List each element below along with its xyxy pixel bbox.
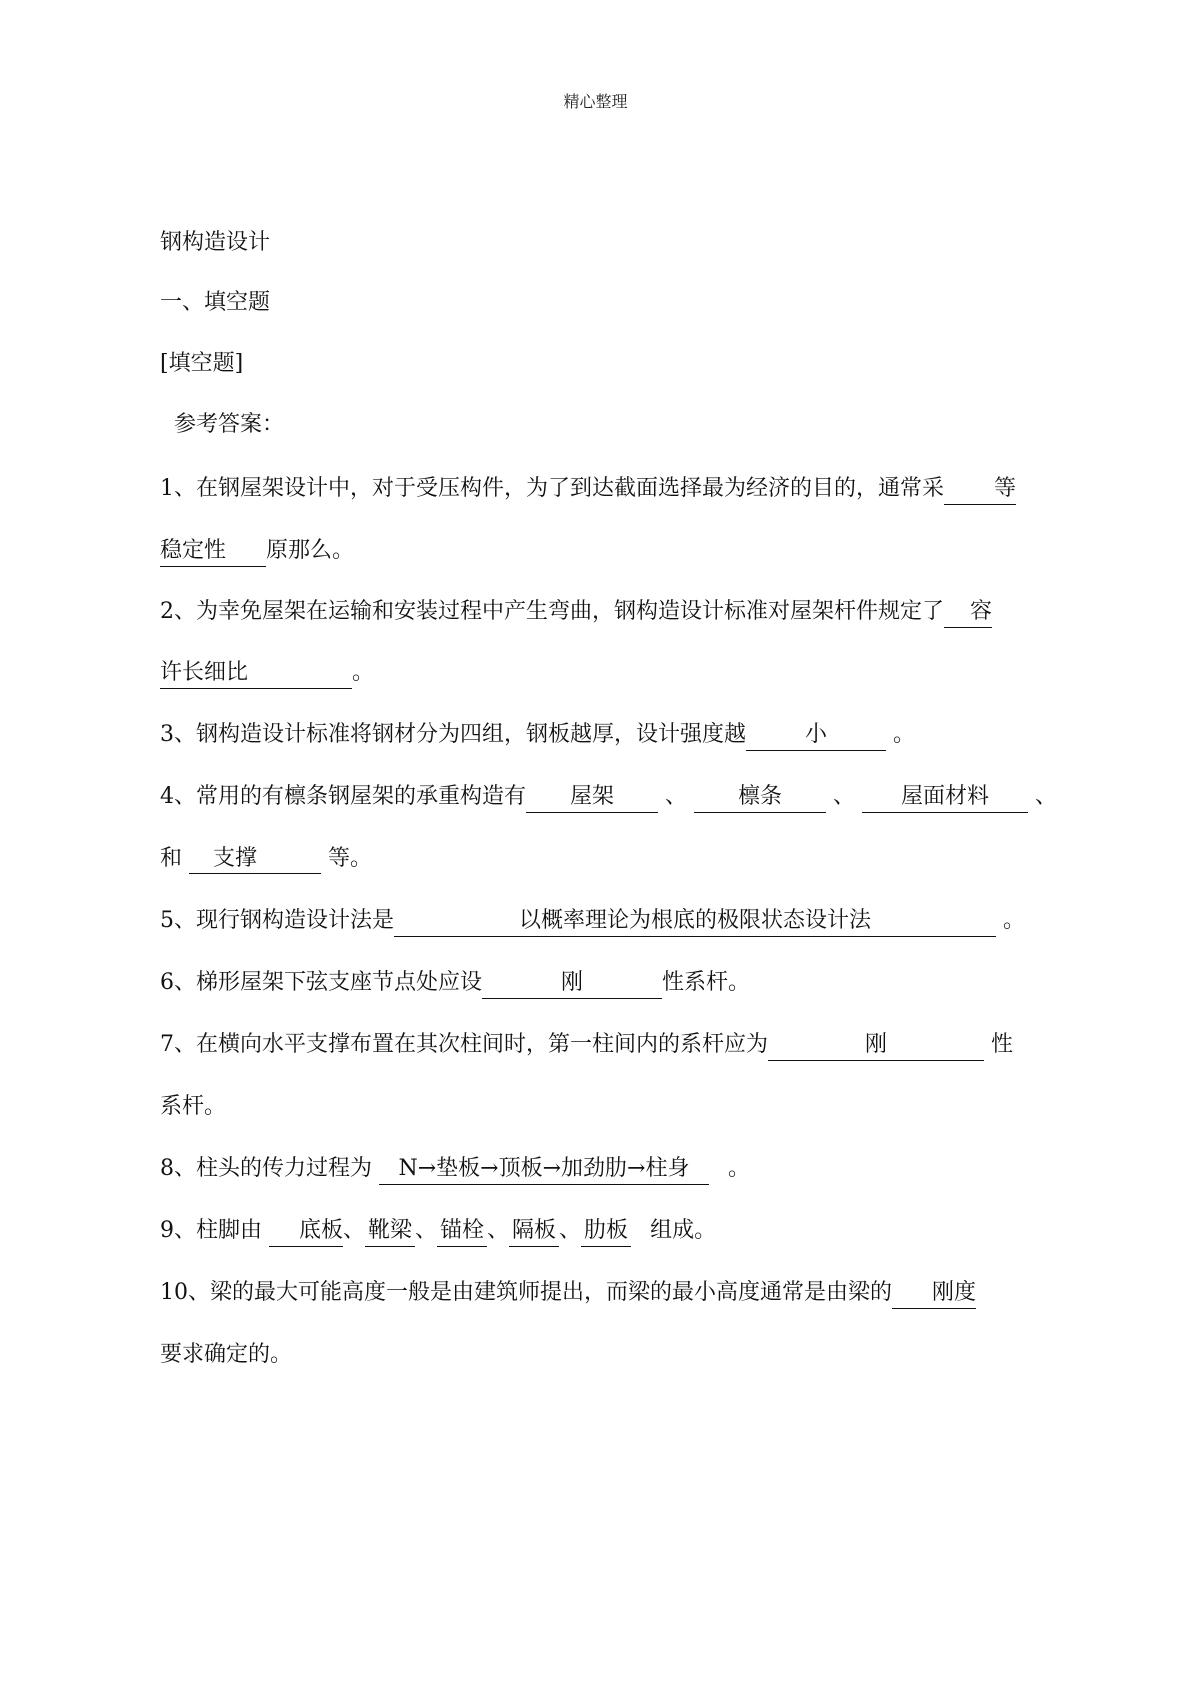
q10-line2: 要求确定的。	[160, 1342, 293, 1367]
q9-sep-3: 、	[487, 1218, 510, 1243]
q9-line	[160, 1216, 716, 1247]
q8-blank: N→垫板→顶板→加劲肋→柱身	[379, 1154, 709, 1185]
q3-tail: 。	[893, 722, 916, 747]
q7-line2: 系杆。	[160, 1094, 227, 1119]
q8-line	[160, 1154, 750, 1185]
section-heading: 一、填空题	[160, 290, 271, 315]
q4-blank-1: 屋架	[526, 782, 658, 813]
q3-text: 3、钢构造设计标准将钢材分为四组，钢板越厚，设计强度越	[160, 722, 746, 747]
q2-line2	[160, 658, 374, 689]
q1-blank-1: 等	[944, 474, 1016, 505]
q10-blank: 刚度	[892, 1278, 976, 1309]
q2-text: 2、为幸免屋架在运输和安装过程中产生弯曲，钢构造设计标准对屋架杆件规定了	[160, 599, 944, 624]
q5-tail: 。	[1003, 908, 1026, 933]
q9-blank-4: 隔板	[509, 1216, 559, 1247]
q9-blank-2: 靴梁	[365, 1216, 415, 1247]
q2-line1	[160, 597, 992, 628]
q4-text: 4、常用的有檩条钢屋架的承重构造有	[160, 784, 526, 809]
q4-sep-2: 、	[833, 784, 856, 809]
page-header: 精心整理	[563, 92, 628, 111]
doc-title: 钢构造设计	[160, 230, 271, 255]
q3-line	[160, 720, 915, 751]
q9-sep-2: 、	[415, 1218, 438, 1243]
answer-label: 参考答案：	[174, 412, 285, 437]
q4-tail: 等。	[328, 846, 373, 871]
q4-blank-4: 支撑	[189, 844, 321, 874]
q5-text: 5、现行钢构造设计法是	[160, 908, 394, 933]
q6-blank: 刚	[482, 968, 662, 999]
q2-tail: 。	[352, 660, 375, 685]
q6-tail: 性系杆。	[662, 970, 751, 995]
q3-blank: 小	[746, 720, 886, 751]
q5-blank: 以概率理论为根底的极限状态设计法	[394, 906, 996, 937]
q8-tail: 。	[728, 1156, 751, 1181]
q1-text: 1、在钢屋架设计中，对于受压构件，为了到达截面选择最为经济的目的，通常采	[160, 476, 944, 501]
q7-tail: 性	[991, 1032, 1014, 1057]
q9-blank-1: 底板	[269, 1216, 343, 1247]
question-type-tag: [填空题]	[160, 351, 244, 376]
q6-text: 6、梯形屋架下弦支座节点处应设	[160, 970, 482, 995]
q2-blank-1: 容	[944, 597, 992, 628]
q1-line2	[160, 536, 354, 567]
q4-line1	[160, 782, 1057, 813]
q7-line1	[160, 1030, 1013, 1061]
q4-line2	[160, 844, 372, 874]
q1-tail: 原那么。	[266, 538, 355, 563]
q9-sep-1: 、	[343, 1218, 366, 1243]
q5-line	[160, 906, 1025, 937]
q1-blank-2: 稳定性	[160, 536, 266, 567]
q4-sep-1: 、	[665, 784, 688, 809]
q7-text: 7、在横向水平支撑布置在其次柱间时，第一柱间内的系杆应为	[160, 1032, 768, 1057]
q8-text: 8、柱头的传力过程为	[160, 1156, 372, 1181]
q4-he: 和	[160, 846, 183, 871]
q7-blank: 刚	[768, 1030, 984, 1061]
q2-blank-2: 许长细比	[160, 658, 352, 689]
q4-blank-3: 屋面材料	[862, 782, 1028, 813]
q4-blank-2: 檩条	[694, 782, 826, 813]
q9-blank-3: 锚栓	[437, 1216, 487, 1247]
q9-text: 9、柱脚由	[160, 1218, 262, 1243]
q10-line1	[160, 1278, 976, 1309]
q9-tail: 组成。	[650, 1218, 717, 1243]
q1-line1	[160, 474, 1016, 505]
q10-text: 10、梁的最大可能高度一般是由建筑师提出，而梁的最小高度通常是由梁的	[160, 1280, 892, 1305]
q9-blank-5: 肋板	[581, 1216, 631, 1247]
q9-sep-4: 、	[559, 1218, 582, 1243]
q4-sep-3: 、	[1035, 784, 1058, 809]
q6-line	[160, 968, 750, 999]
